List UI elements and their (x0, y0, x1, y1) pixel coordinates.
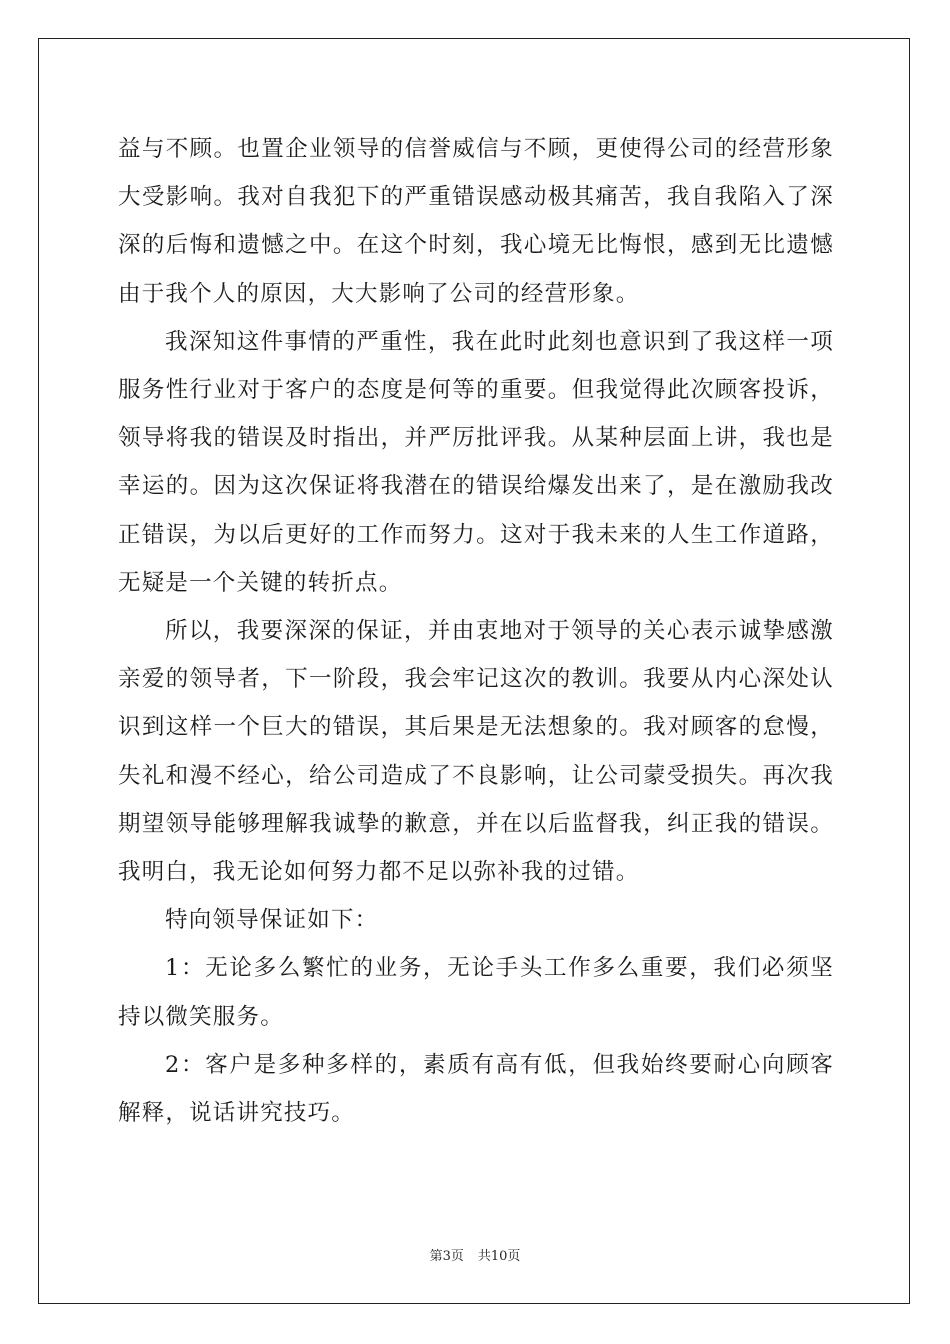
paragraph-1: 益与不顾。也置企业领导的信誉威信与不顾，更使得公司的经营形象大受影响。我对自我犯下的严重错误感动极其痛苦，我自我陷入了深深的后悔和遗憾之中。在这个时刻，我心境无比悔恨，感到无比遗憾由于我个人的原因，大大影响了公司的经营形象。 (118, 136, 834, 307)
page-number: 第3页 (429, 1249, 464, 1264)
page-footer (0, 1248, 950, 1266)
paragraph-6: 2：客户是多种多样的，素质有高有低，但我始终要耐心向顾客解释，说话讲究技巧。 (118, 1051, 834, 1127)
paragraph-4: 特向领导保证如下： (165, 907, 379, 934)
page-total: 共10页 (477, 1249, 521, 1264)
paragraph-5: 1：无论多么繁忙的业务，无论手头工作多么重要，我们必须坚持以微笑服务。 (118, 955, 834, 1030)
document-body (118, 125, 834, 1137)
paragraph-2: 我深知这件事情的严重性，我在此时此刻也意识到了我这样一项服务性行业对于客户的态度是何等的重要。但我觉得此次顾客投诉，领导将我的错误及时指出，并严厉批评我。从某种层面上讲，我也是幸运的。因为这次保证将我潜在的错误给爆发出来了，是在激励我改正错误，为以后更好的工作而努力。这对于我未来的人生工作道路，无疑是一个关键的转折点。 (118, 328, 834, 596)
paragraph-3: 所以，我要深深的保证，并由衷地对于领导的关心表示诚挚感激亲爱的领导者，下一阶段，我会牢记这次的教训。我要从内心深处认识到这样一个巨大的错误，其后果是无法想象的。我对顾客的怠慢，失礼和漫不经心，给公司造成了不良影响，让公司蒙受损失。再次我期望领导能够理解我诚挚的歉意，并在以后监督我，纠正我的错误。我明白，我无论如何努力都不足以弥补我的过错。 (118, 618, 834, 886)
